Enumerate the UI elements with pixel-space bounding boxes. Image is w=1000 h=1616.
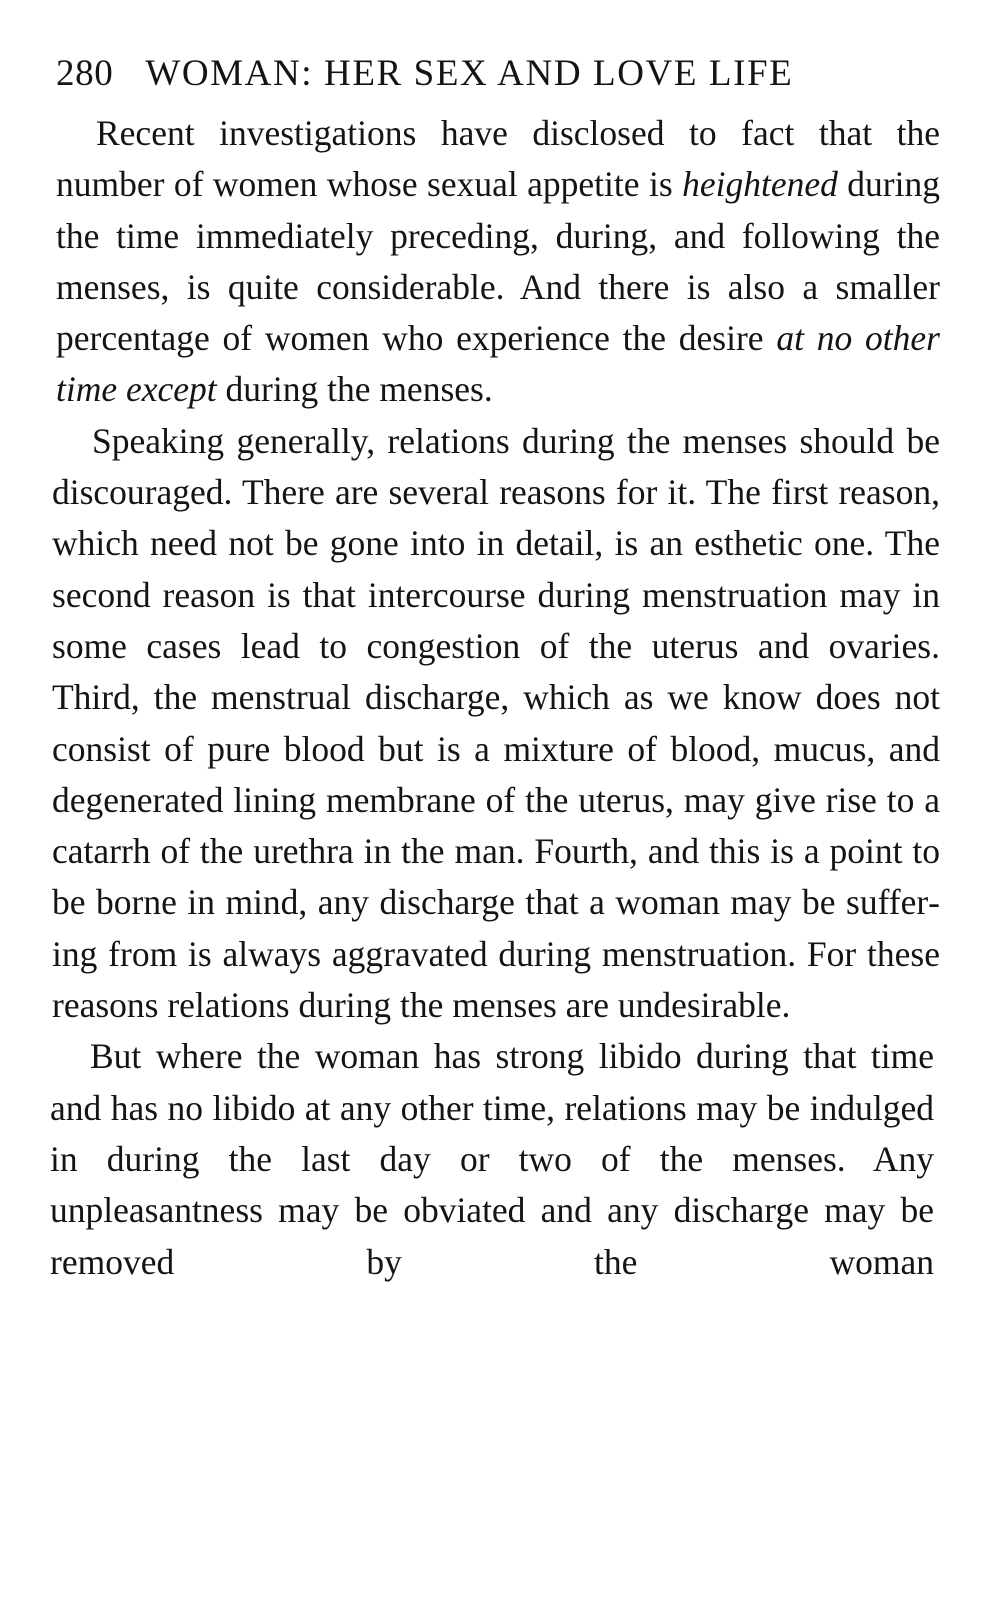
paragraph-1-text-a: Recent investigations have disclosed to fact that the number of women whose sexual appetite is xyxy=(56,113,940,205)
paragraph-1 xyxy=(50,108,940,416)
paragraph-1-text-c: during the menses. xyxy=(216,369,493,410)
paragraph-1-text-b: during the time immediately preceding, during, and following the menses, is quite considerable. And there is also a smaller percentage of women who experience the desire xyxy=(56,164,940,359)
running-head xyxy=(50,52,940,100)
page-number: 280 xyxy=(56,53,114,94)
paragraph-1-italic-no-other-time: at no other time except xyxy=(56,318,940,410)
paragraph-1-italic-heightened: heightened xyxy=(682,164,838,205)
paragraph-3: But where the woman has strong libido during that time and has no libido at any other time, relations may be indulged in during the last day or two of the menses. Any unpleasantness may be obviated and any discharge may be removed by the woman xyxy=(50,1036,934,1282)
body-text xyxy=(50,108,940,1288)
paragraph-2: Speaking generally, relations during the menses should be discouraged. There are several reasons for it. The first reason, which need not be gone into in detail, is an esthetic one. The second reason is that intercourse during menstruation may in some cases lead to congestion of the uterus and ovaries. Third, the menstrual discharge, which as we know does not consist of pure blood but is a mixture of blood, mucus, and degenerated lining membrane of the uterus, may give rise to a catarrh of the urethra in the man. Fourth, and this is a point to be borne in mind, any discharge that a woman may be suffering from is always aggravated during menstruation. For these reasons relations during the menses are undesirable. xyxy=(52,420,940,1026)
book-title: WOMAN: HER SEX AND LOVE LIFE xyxy=(145,53,794,94)
